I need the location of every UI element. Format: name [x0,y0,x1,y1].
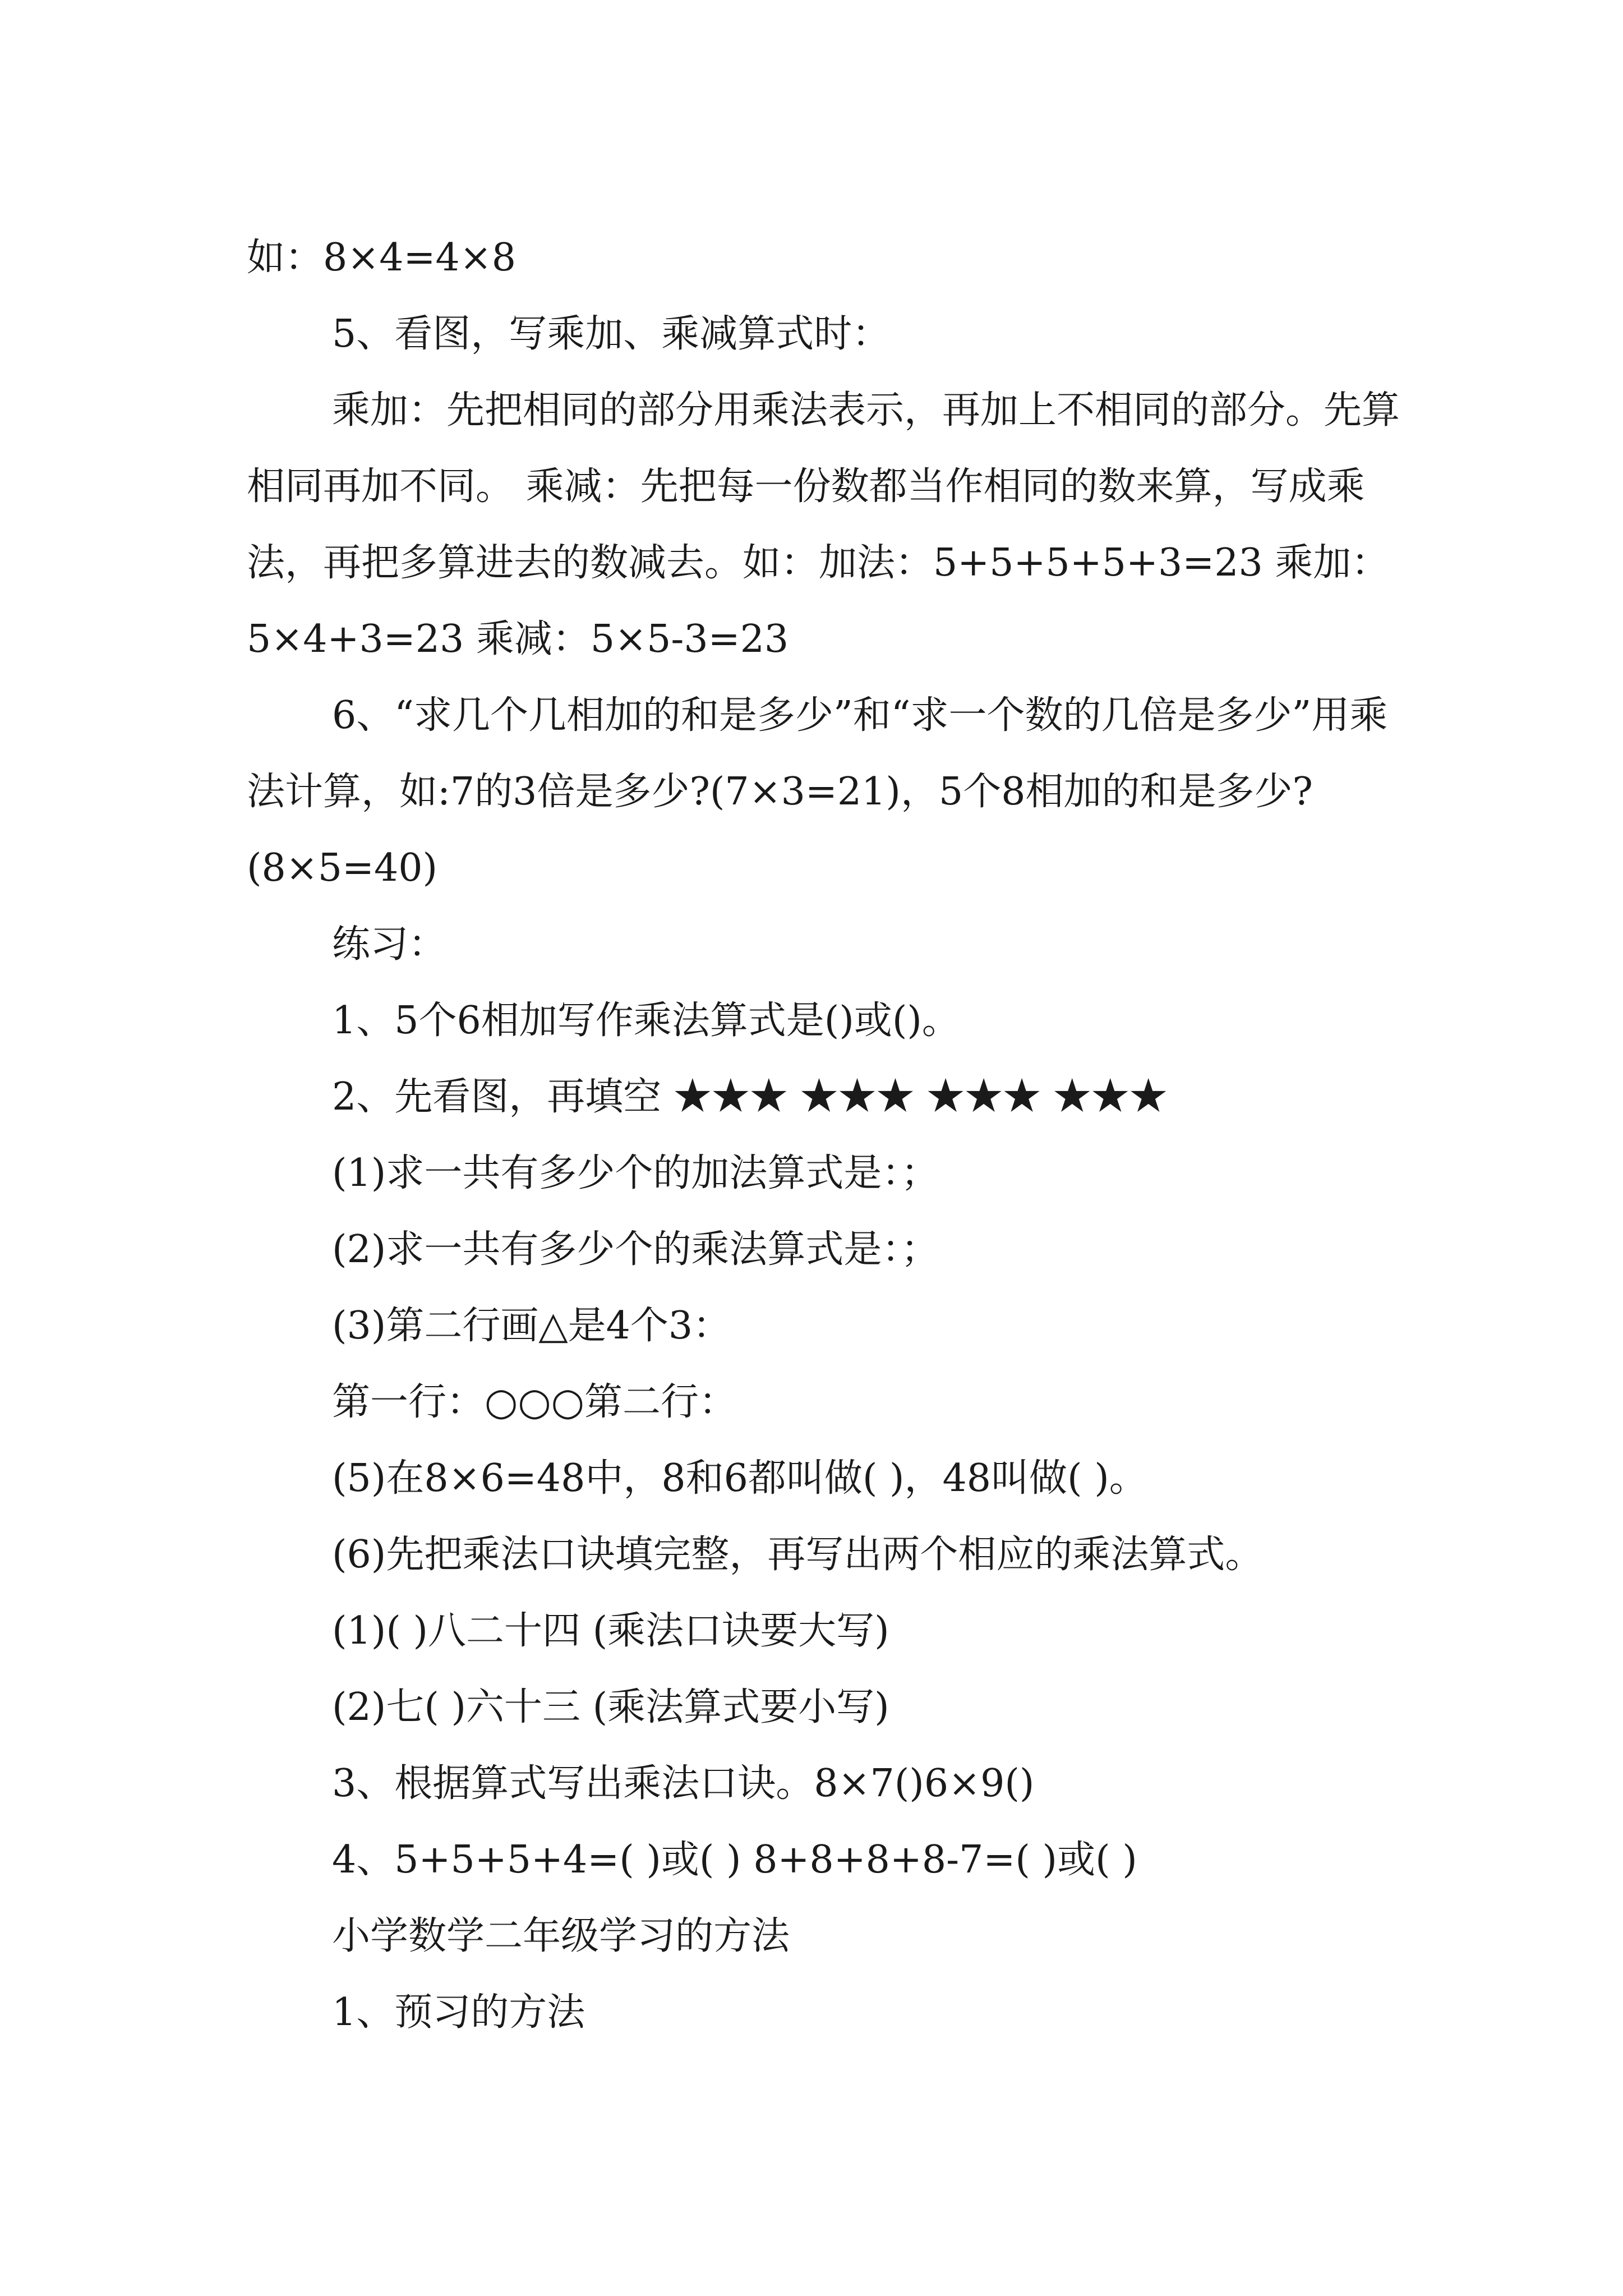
section-5-body: 乘加：先把相同的部分用乘法表示，再加上不相同的部分。先算相同再加不同。 乘减：先把每一份数都当作相同的数来算，写成乘法，再把多算进去的数减去。如：加法：5+5+5+5+3=23 乘加：5×4+3=23 乘减：5×5-3=23 [247,388,1400,661]
practice-item-2-sub-1: (1)求一共有多少个的加法算式是：； [332,1151,939,1195]
document-body [247,220,1413,2051]
section-6-body: 6、“求几个几相加的和是多少”和“求一个数的几倍是多少”用乘法计算，如:7的3倍是多少?(7×3=21)，5个8相加的和是多少?(8×5=40) [247,693,1388,890]
practice-item-2-sub-6-part-2: (2)七( )六十三 (乘法算式要小写) [332,1685,889,1729]
practice-item-2-sub-6: (6)先把乘法口诀填完整，再写出两个相应的乘法算式。 [332,1533,1264,1577]
practice-item-2-rows: 第一行：○○○第二行： [332,1380,737,1424]
practice-item-2-sub-3: (3)第二行画△是4个3： [332,1304,731,1348]
preview-method-heading: 1、预习的方法 [332,1990,585,2035]
section-5-heading: 5、看图，写乘加、乘减算式时： [332,312,891,356]
practice-item-2-sub-6-part-1: (1)( )八二十四 (乘法口诀要大写) [332,1609,889,1653]
practice-item-2-sub-2: (2)求一共有多少个的乘法算式是：； [332,1227,939,1272]
practice-item-2-sub-5: (5)在8×6=48中，8和6都叫做( )，48叫做( )。 [332,1456,1147,1501]
practice-item-4: 4、5+5+5+4=( )或( ) 8+8+8+8-7=( )或( ) [332,1838,1137,1882]
example-commutative-line: 如：8×4=4×8 [247,236,516,280]
practice-item-1: 1、5个6相加写作乘法算式是()或()。 [332,999,960,1043]
practice-item-3: 3、根据算式写出乘法口诀。8×7()6×9() [332,1761,1035,1806]
learning-methods-heading: 小学数学二年级学习的方法 [332,1914,790,1958]
practice-item-2: 2、先看图，再填空 ★★★ ★★★ ★★★ ★★★ [332,1075,1168,1119]
practice-heading: 练习： [332,922,447,967]
